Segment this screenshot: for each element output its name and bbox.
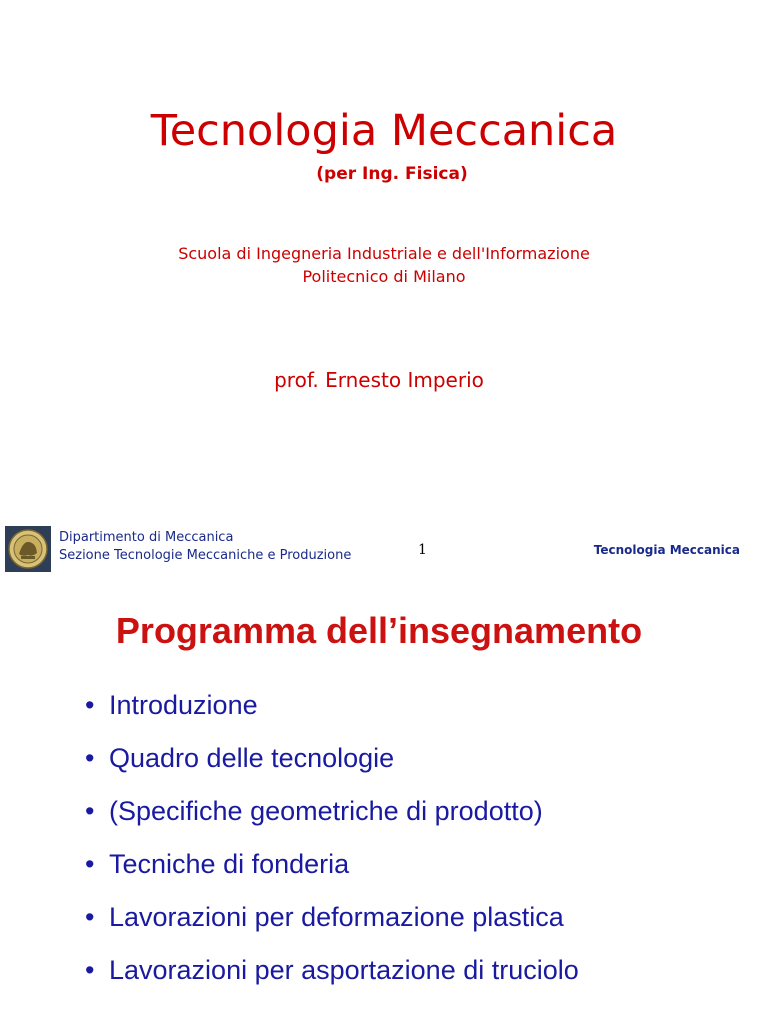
section-name: Sezione Tecnologie Meccaniche e Produzione	[59, 548, 352, 563]
university-name: Politecnico di Milano	[302, 267, 466, 286]
university-seal-icon	[5, 526, 51, 572]
bullet-icon: •	[85, 743, 95, 773]
list-item	[0, 891, 768, 944]
list-item-text: Lavorazioni per asportazione di truciolo	[109, 955, 579, 985]
program-title: Programma dell’insegnamento	[115, 610, 643, 651]
list-item	[0, 944, 768, 997]
footer-course-title: Tecnologia Meccanica	[593, 543, 740, 557]
department-name: Dipartimento di Meccanica	[59, 530, 234, 545]
bullet-icon: •	[85, 955, 95, 985]
list-item-text: Lavorazioni per deformazione plastica	[109, 902, 564, 932]
list-item	[0, 785, 768, 838]
bullet-icon: •	[85, 690, 95, 720]
list-item	[0, 679, 768, 732]
list-item-text: Tecniche di fonderia	[109, 849, 350, 879]
course-title: Tecnologia Meccanica	[150, 106, 618, 156]
professor-name: prof. Ernesto Imperio	[274, 368, 484, 392]
list-item-text: (Specifiche geometriche di prodotto)	[109, 796, 543, 826]
bullet-icon: •	[85, 902, 95, 932]
list-item-text: Quadro delle tecnologie	[109, 743, 395, 773]
slide-footer	[0, 522, 768, 576]
list-item	[0, 838, 768, 891]
list-item-text: Introduzione	[109, 690, 258, 720]
program-list	[0, 679, 768, 997]
course-subtitle: (per Ing. Fisica)	[316, 164, 468, 184]
page-number: 1	[418, 542, 427, 558]
list-item	[0, 732, 768, 785]
bullet-icon: •	[85, 796, 95, 826]
bullet-icon: •	[85, 849, 95, 879]
school-name: Scuola di Ingegneria Industriale e dell'Informazione	[178, 244, 590, 263]
